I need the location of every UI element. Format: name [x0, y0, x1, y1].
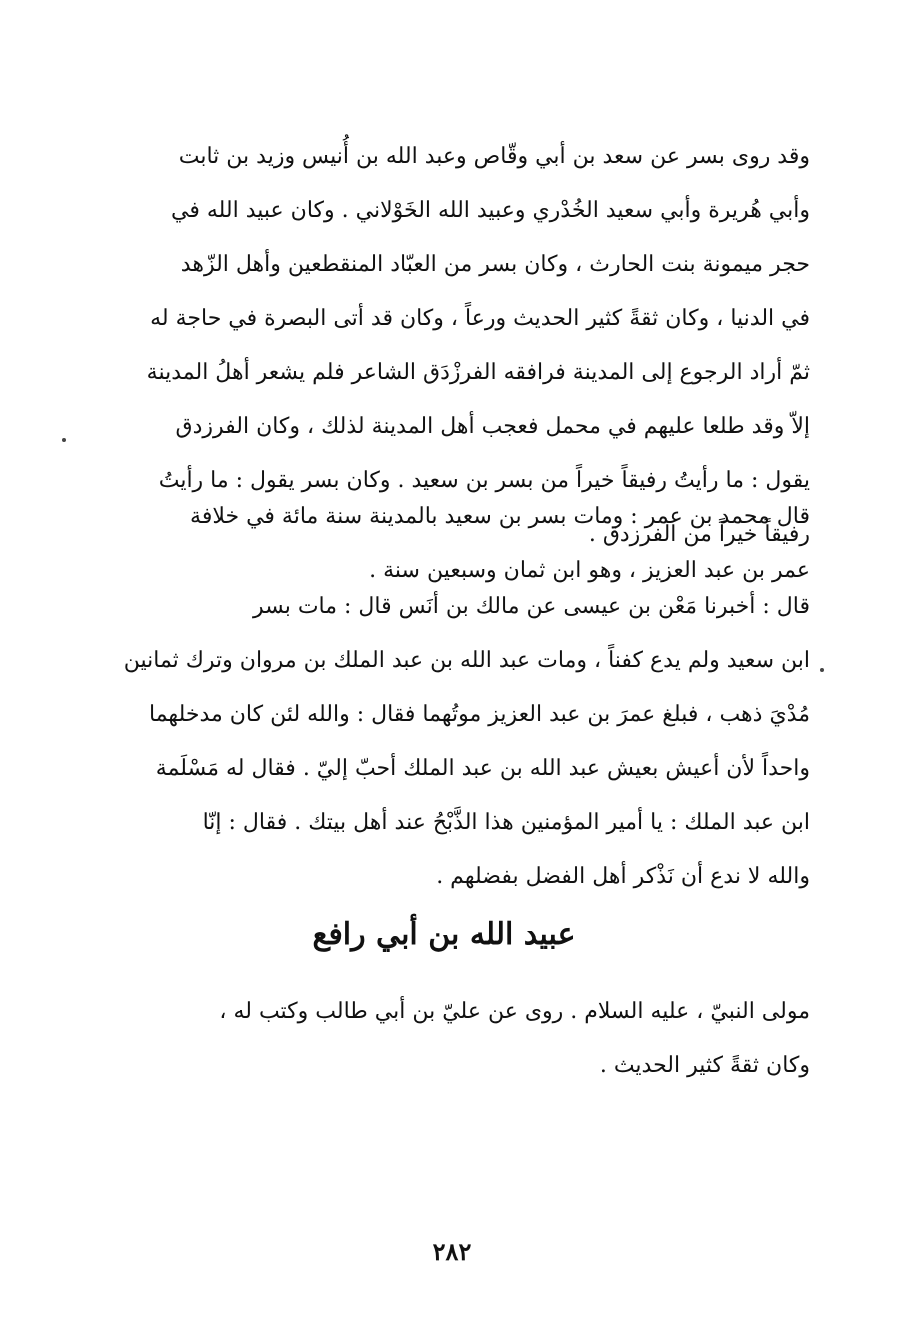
- section-heading: عبيد الله بن أبي رافع: [312, 917, 576, 952]
- text-line: عمر بن عبد العزيز ، وهو ابن ثمان وسبعين سنة .: [369, 558, 810, 583]
- text-line: رفيقاً خيراً من الفرزدق .: [588, 522, 810, 547]
- text-line: في الدنيا ، وكان ثقةً كثير الحديث ورعاً ، وكان قد أتى البصرة في حاجة له: [150, 306, 810, 331]
- text-line: وكان ثقةً كثير الحديث .: [599, 1053, 810, 1078]
- text-line: ابن سعيد ولم يدع كفناً ، ومات عبد الله بن عبد الملك بن مروان وترك ثمانين: [123, 648, 810, 673]
- text-line: مولى النبيّ ، عليه السلام . روى عن عليّ بن أبي طالب وكتب له ،: [219, 999, 810, 1024]
- ink-speck: [62, 438, 66, 442]
- text-line: والله لا ندع أن نَذْكر أهل الفضل بفضلهم .: [436, 864, 810, 889]
- text-line: قال محمد بن عمر : ومات بسر بن سعيد بالمدينة سنة مائة في خلافة: [190, 504, 810, 529]
- text-line: مُدْيَ ذهب ، فبلغ عمرَ بن عبد العزيز موتُهما فقال : والله لئن كان مدخلهما: [149, 702, 810, 727]
- paragraph-malik-report: [78, 580, 810, 904]
- text-line: حجر ميمونة بنت الحارث ، وكان بسر من العبّاد المنقطعين وأهل الزّهد: [180, 252, 810, 277]
- text-line: وقد روى بسر عن سعد بن أبي وقّاص وعبد الله بن أُنيس وزيد بن ثابت: [178, 144, 810, 169]
- text-line: وأبي هُريرة وأبي سعيد الخُدْري وعبيد الله الخَوْلاني . وكان عبيد الله في: [171, 198, 810, 223]
- text-line: ابن عبد الملك : يا أمير المؤمنين هذا الذَّبْحُ عند أهل بيتك . فقال : إنّا: [202, 810, 810, 835]
- ink-speck: [820, 668, 824, 672]
- text-line: إلاّ وقد طلعا عليهم في محمل فعجب أهل المدينة لذلك ، وكان الفرزدق: [175, 414, 810, 439]
- text-line: يقول : ما رأيتُ رفيقاً خيراً من بسر بن سعيد . وكان بسر يقول : ما رأيتُ: [158, 468, 810, 493]
- text-line: ثمّ أراد الرجوع إلى المدينة فرافقه الفرزْدَق الشاعر فلم يشعر أهلُ المدينة: [146, 360, 810, 385]
- paragraph-ubaydullah-bio: [78, 985, 810, 1093]
- text-line: واحداً لأن أعيش بعيش عبد الله بن عبد الملك أحبّ إليّ . فقال له مَسْلَمة: [155, 756, 810, 781]
- page-number: ٢٨٢: [432, 1237, 472, 1266]
- text-line: قال : أخبرنا مَعْن بن عيسى عن مالك بن أنَس قال : مات بسر: [252, 594, 810, 619]
